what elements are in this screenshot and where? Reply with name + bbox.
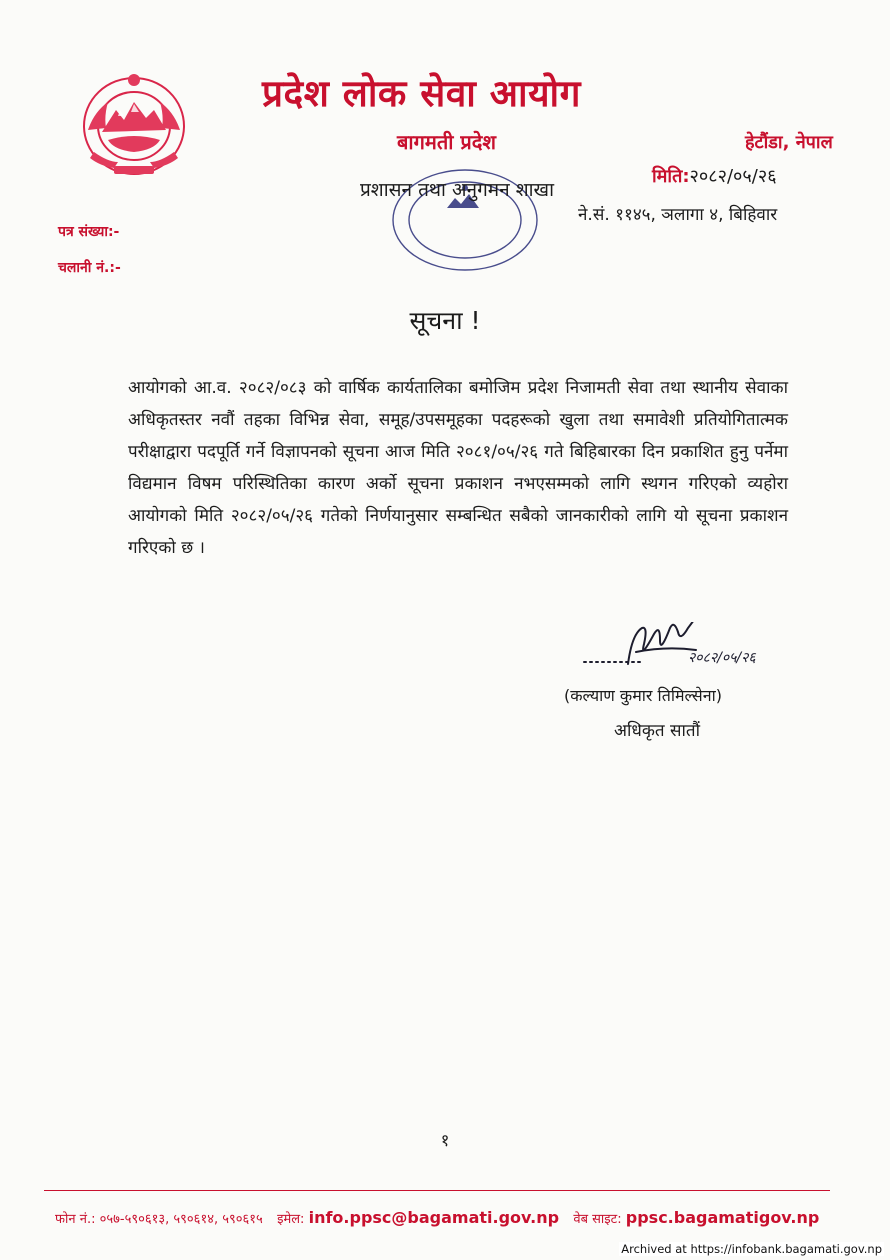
nepal-samvat-date: ने.सं. ११४५, ञलागा ४, बिहिवार	[578, 205, 778, 225]
branch-name: प्रशासन तथा अनुगमन शाखा	[360, 179, 555, 201]
date-value: २०८२/०५/२६	[689, 166, 777, 187]
signatory-name: (कल्याण कुमार तिमिल्सेना)	[564, 686, 723, 705]
reference-number-label: पत्र संख्या:-	[58, 224, 120, 240]
page-number: १	[440, 1131, 450, 1151]
date-label: मिति:	[652, 166, 690, 187]
signatory-designation: अधिकृत सातौं	[614, 721, 700, 741]
notice-body: आयोगको आ.व. २०८२/०८३ को वार्षिक कार्यतालिका बमोजिम प्रदेश निजामती सेवा तथा स्थानीय सेवाका अधिकृतस्तर नवौं तहका विभिन्न सेवा, समूह/उपसमूहका पदहरूको खुला तथा समावेशी प्रतियोगितात्मक परीक्षाद्वारा पदपूर्ति गर्ने विज्ञापनको सूचना आज मिति २०८१/०५/२६ गते बिहिबारका दिन प्रकाशित हुनु पर्नेमा विद्यमान विषम परिस्थितिका कारण अर्को सूचना प्रकाशन नभएसम्मको लागि स्थगन गरिएको व्यहोरा आयोगको मिति २०८२/०५/२६ गतेको निर्णयानुसार सम्बन्धित सबैको जानकारीको लागि यो सूचना प्रकाशन गरिएको छ ।	[128, 378, 789, 558]
office-location: हेटौंडा, नेपाल	[745, 132, 833, 153]
notice-heading: सूचना !	[409, 306, 481, 335]
archive-note: Archived at https://infobank.bagamati.gov.np	[621, 1242, 882, 1256]
email-label: इमेल:	[277, 1212, 305, 1227]
province-name: बागमती प्रदेश	[397, 130, 496, 154]
website-link[interactable]: ppsc.bagamatigov.np	[625, 1208, 820, 1227]
letter-date	[652, 164, 777, 188]
dispatch-number-label: चलानी नं.:-	[58, 260, 121, 276]
signature-date: २०८२/०५/२६	[688, 650, 756, 666]
nepal-government-emblem-icon	[74, 70, 194, 182]
handwritten-signature	[578, 622, 798, 682]
email-address[interactable]: info.ppsc@bagamati.gov.np	[308, 1208, 560, 1227]
footer-divider	[44, 1190, 830, 1191]
phone-label: फोन नं.:	[55, 1212, 96, 1227]
footer-contact	[55, 1208, 845, 1227]
organization-title: प्रदेश लोक सेवा आयोग	[262, 72, 581, 115]
phone-numbers: ०५७-५९०६१३, ५९०६१४, ५९०६१५	[99, 1212, 263, 1227]
website-label: वेब साइट:	[573, 1212, 622, 1227]
